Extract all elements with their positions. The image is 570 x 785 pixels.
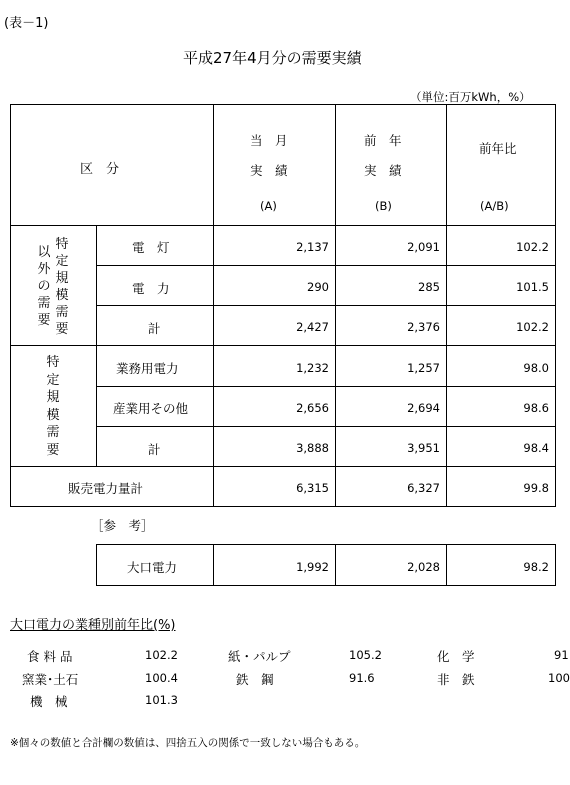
cell-a: 6,315 — [296, 481, 329, 495]
industry-value: 91 — [554, 648, 569, 662]
header-ratio-2: (A/B) — [480, 199, 509, 213]
row-label-denryoku: 電 力 — [132, 281, 170, 296]
industry-name: 機 械 — [30, 694, 68, 709]
industry-name: 食料品 — [27, 649, 77, 664]
cell-c: 99.8 — [523, 481, 549, 495]
cell-b: 6,327 — [407, 481, 440, 495]
industry-name: 化 学 — [437, 649, 475, 664]
header-ratio-1: 前年比 — [479, 141, 517, 156]
cell-a: 290 — [307, 280, 329, 294]
group1-label-col2: 以外の需要 — [37, 245, 51, 328]
industry-name: 紙・パルプ — [228, 649, 291, 664]
industry-value: 100 — [548, 671, 570, 685]
industry-value: 105.2 — [349, 648, 382, 662]
header-prev-2: 実 績 — [364, 163, 402, 178]
industry-value: 100.4 — [145, 671, 178, 685]
cell-a: 1,232 — [296, 361, 329, 375]
industry-value: 102.2 — [145, 648, 178, 662]
row-label-subtotal2: 計 — [148, 442, 161, 457]
cell-c: 98.0 — [523, 361, 549, 375]
page-title: 平成27年4月分の需要実績 — [183, 49, 362, 67]
row-label-dento: 電 灯 — [132, 240, 170, 255]
group2-label: 特定規模需要 — [46, 355, 60, 458]
industry-value: 91.6 — [349, 671, 375, 685]
cell-a: 2,656 — [296, 401, 329, 415]
table-id: (表－1) — [4, 16, 49, 31]
industry-name: 窯業･土石 — [22, 672, 79, 687]
cell-c: 98.2 — [523, 560, 549, 574]
header-kubun: 区 分 — [80, 162, 120, 177]
header-current-1: 当 月 — [250, 133, 288, 148]
row-label-sangyo: 産業用その他 — [113, 401, 189, 416]
footnote: ※個々の数値と合計欄の数値は、四捨五入の関係で一致しない場合もある。 — [10, 737, 366, 749]
cell-c: 102.2 — [516, 320, 549, 334]
cell-a: 2,137 — [296, 240, 329, 254]
industry-name: 鉄 鋼 — [236, 672, 274, 687]
header-prev-3: (B) — [375, 199, 392, 213]
reference-label: 大口電力 — [127, 560, 178, 575]
cell-c: 98.6 — [523, 401, 549, 415]
industry-heading: 大口電力の業種別前年比(%) — [10, 618, 176, 633]
cell-c: 101.5 — [516, 280, 549, 294]
industry-name: 非 鉄 — [437, 672, 475, 687]
group1-label-col1: 特定規模需要 — [55, 237, 69, 337]
cell-a: 2,427 — [296, 320, 329, 334]
cell-a: 1,992 — [296, 560, 329, 574]
cell-c: 98.4 — [523, 441, 549, 455]
reference-heading: ［参 考］ — [91, 518, 154, 533]
unit-label: （単位:百万kWh，%） — [410, 90, 531, 104]
cell-b: 2,028 — [407, 560, 440, 574]
header-current-2: 実 績 — [250, 163, 288, 178]
industry-value: 101.3 — [145, 693, 178, 707]
row-label-gyomu: 業務用電力 — [116, 361, 179, 376]
cell-b: 285 — [418, 280, 440, 294]
row-label-subtotal1: 計 — [148, 321, 161, 336]
cell-b: 2,694 — [407, 401, 440, 415]
cell-c: 102.2 — [516, 240, 549, 254]
cell-b: 1,257 — [407, 361, 440, 375]
header-current-3: (A) — [260, 199, 277, 213]
cell-b: 2,091 — [407, 240, 440, 254]
cell-b: 2,376 — [407, 320, 440, 334]
cell-a: 3,888 — [296, 441, 329, 455]
cell-b: 3,951 — [407, 441, 440, 455]
row-label-total: 販売電力量計 — [68, 481, 144, 496]
header-prev-1: 前 年 — [364, 133, 402, 148]
